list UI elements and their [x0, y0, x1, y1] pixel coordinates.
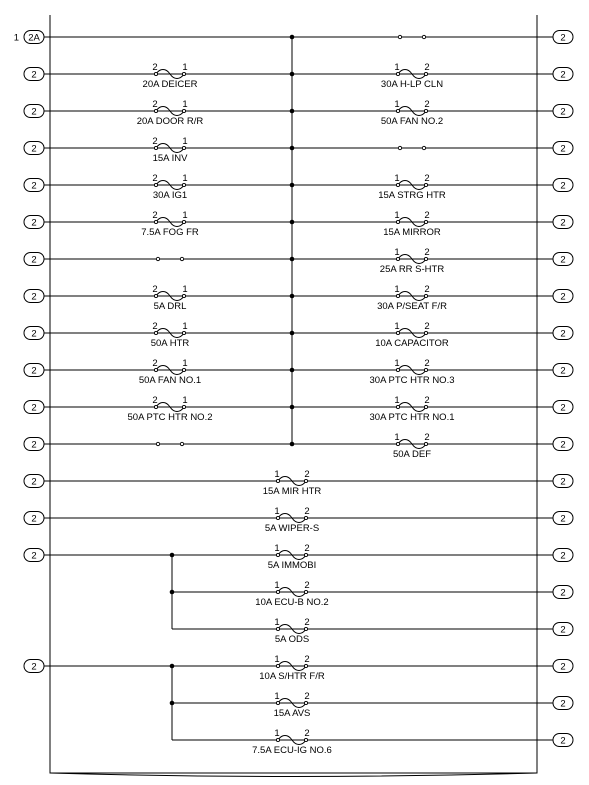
bus-junction-dot: [290, 109, 295, 114]
single-fuse-pin-left: 1: [274, 506, 280, 517]
row-left-connector-label: 2: [31, 69, 37, 81]
bus-junction-dot: [290, 405, 295, 410]
right-fuse-label: 15A STRG HTR: [378, 190, 446, 201]
group-right-connector-label: 2: [560, 624, 566, 636]
bus-junction-dot: [290, 257, 295, 262]
right-fuse-pin-right: 2: [424, 173, 430, 184]
left-fuse-label: 15A INV: [152, 153, 188, 164]
right-fuse-pin-right: 2: [424, 284, 430, 295]
row-left-connector-label: 2: [31, 143, 37, 155]
bus-junction-dot: [290, 294, 295, 299]
enclosure-break-edge: [50, 773, 537, 777]
group-fuse-label: 5A IMMOBI: [267, 560, 317, 571]
left-fuse-pin-left: 2: [152, 136, 158, 147]
group-right-connector-label: 2: [560, 661, 566, 673]
right-fuse-label: 30A P/SEAT F/R: [377, 301, 447, 312]
row-left-connector-label: 2: [31, 365, 37, 377]
single-right-connector-label: 2: [560, 513, 566, 525]
top-connector-prefix: 1: [13, 32, 19, 44]
single-fuse-label: 5A WIPER-S: [264, 523, 320, 534]
group-fuse-label: 5A ODS: [274, 634, 310, 645]
row-right-connector-label: 2: [560, 254, 566, 266]
row-right-connector-label: 2: [560, 402, 566, 414]
group-fuse-pin-right: 2: [304, 728, 310, 739]
single-fuse-pin-left: 1: [274, 469, 280, 480]
left-fuse-label: 5A DRL: [153, 301, 187, 312]
group-right-connector-label: 2: [560, 550, 566, 562]
group-right-connector-label: 2: [560, 587, 566, 599]
right-open-link-terminal-b: [422, 146, 425, 149]
left-open-link-terminal-a: [156, 442, 159, 445]
top-connector-right-label: 2: [560, 32, 566, 44]
group-fuse-pin-left: 1: [274, 543, 280, 554]
bus-junction-dot: [290, 368, 295, 373]
right-fuse-pin-left: 1: [394, 284, 400, 295]
right-fuse-pin-right: 2: [424, 395, 430, 406]
row-right-connector-label: 2: [560, 217, 566, 229]
row-left-connector-label: 2: [31, 439, 37, 451]
row-left-connector-label: 2: [31, 217, 37, 229]
left-fuse-pin-right: 1: [182, 358, 188, 369]
single-left-connector-label: 2: [31, 476, 37, 488]
right-fuse-label: 30A PTC HTR NO.1: [369, 412, 455, 423]
group-right-connector-label: 2: [560, 735, 566, 747]
group-fuse-pin-right: 2: [304, 691, 310, 702]
group-fuse-pin-left: 1: [274, 580, 280, 591]
left-fuse-label: 50A HTR: [150, 338, 190, 349]
group-fuse-pin-right: 2: [304, 654, 310, 665]
single-left-connector-label: 2: [31, 513, 37, 525]
row-right-connector-label: 2: [560, 69, 566, 81]
group-left-connector-label: 2: [31, 661, 37, 673]
supply-open-link-terminal-a: [398, 35, 401, 38]
left-fuse-pin-left: 2: [152, 210, 158, 221]
single-fuse-pin-right: 2: [304, 506, 310, 517]
bus-junction-dot: [290, 72, 295, 77]
left-fuse-pin-left: 2: [152, 173, 158, 184]
row-left-connector-label: 2: [31, 254, 37, 266]
supply-open-link-terminal-b: [422, 35, 425, 38]
left-fuse-pin-left: 2: [152, 321, 158, 332]
right-fuse-pin-right: 2: [424, 358, 430, 369]
group-fuse-pin-right: 2: [304, 543, 310, 554]
left-fuse-label: 50A FAN NO.1: [138, 375, 202, 386]
single-fuse-label: 15A MIR HTR: [262, 486, 322, 497]
group-left-connector-label: 2: [31, 550, 37, 562]
left-fuse-label: 20A DOOR R/R: [136, 116, 204, 127]
right-fuse-pin-left: 1: [394, 358, 400, 369]
bus-junction-dot: [290, 442, 295, 447]
group-fuse-pin-left: 1: [274, 728, 280, 739]
row-left-connector-label: 2: [31, 106, 37, 118]
enclosure-frame: [50, 15, 537, 773]
row-right-connector-label: 2: [560, 328, 566, 340]
group-fuse-pin-left: 1: [274, 654, 280, 665]
left-fuse-pin-left: 2: [152, 99, 158, 110]
left-fuse-pin-left: 2: [152, 62, 158, 73]
group-branch-dot: [170, 590, 175, 595]
right-fuse-pin-right: 2: [424, 321, 430, 332]
right-fuse-pin-right: 2: [424, 210, 430, 221]
right-open-link-terminal-a: [398, 146, 401, 149]
right-fuse-pin-left: 1: [394, 62, 400, 73]
group-fuse-label: 15A AVS: [273, 708, 311, 719]
group-fuse-label: 10A ECU-B NO.2: [255, 597, 329, 608]
top-connector-left-label: 2A: [28, 32, 40, 44]
right-fuse-pin-left: 1: [394, 321, 400, 332]
right-fuse-label: 10A CAPACITOR: [375, 338, 449, 349]
left-fuse-label: 30A IG1: [152, 190, 188, 201]
left-fuse-pin-right: 1: [182, 284, 188, 295]
left-open-link-terminal-a: [156, 257, 159, 260]
left-fuse-pin-left: 2: [152, 358, 158, 369]
row-right-connector-label: 2: [560, 365, 566, 377]
group-fuse-label: 7.5A ECU-IG NO.6: [252, 745, 332, 756]
row-left-connector-label: 2: [31, 328, 37, 340]
right-fuse-pin-left: 1: [394, 99, 400, 110]
group-fuse-pin-left: 1: [274, 691, 280, 702]
right-fuse-pin-right: 2: [424, 99, 430, 110]
left-fuse-label: 50A PTC HTR NO.2: [127, 412, 213, 423]
right-fuse-label: 50A DEF: [392, 449, 432, 460]
left-fuse-pin-left: 2: [152, 284, 158, 295]
single-right-connector-label: 2: [560, 476, 566, 488]
row-left-connector-label: 2: [31, 402, 37, 414]
group-right-connector-label: 2: [560, 698, 566, 710]
row-right-connector-label: 2: [560, 291, 566, 303]
right-fuse-label: 30A PTC HTR NO.3: [369, 375, 455, 386]
row-left-connector-label: 2: [31, 180, 37, 192]
group-fuse-pin-right: 2: [304, 617, 310, 628]
right-fuse-label: 50A FAN NO.2: [380, 116, 444, 127]
right-fuse-pin-right: 2: [424, 432, 430, 443]
right-fuse-pin-left: 1: [394, 395, 400, 406]
bus-junction-dot: [290, 220, 295, 225]
row-right-connector-label: 2: [560, 180, 566, 192]
single-fuse-pin-right: 2: [304, 469, 310, 480]
left-fuse-pin-left: 2: [152, 395, 158, 406]
right-fuse-pin-left: 1: [394, 432, 400, 443]
left-fuse-pin-right: 1: [182, 99, 188, 110]
right-fuse-label: 25A RR S-HTR: [379, 264, 445, 275]
left-fuse-pin-right: 1: [182, 62, 188, 73]
group-branch-dot: [170, 701, 175, 706]
left-fuse-pin-right: 1: [182, 395, 188, 406]
right-fuse-pin-right: 2: [424, 247, 430, 258]
row-right-connector-label: 2: [560, 106, 566, 118]
left-fuse-pin-right: 1: [182, 321, 188, 332]
left-fuse-label: 20A DEICER: [142, 79, 198, 90]
row-right-connector-label: 2: [560, 143, 566, 155]
group-fuse-pin-right: 2: [304, 580, 310, 591]
right-fuse-pin-left: 1: [394, 173, 400, 184]
group-fuse-label: 10A S/HTR F/R: [259, 671, 325, 682]
left-fuse-pin-right: 1: [182, 136, 188, 147]
left-fuse-pin-right: 1: [182, 173, 188, 184]
right-fuse-pin-left: 1: [394, 210, 400, 221]
left-open-link-terminal-b: [180, 442, 183, 445]
group-fuse-pin-left: 1: [274, 617, 280, 628]
row-right-connector-label: 2: [560, 439, 566, 451]
right-fuse-label: 30A H-LP CLN: [380, 79, 444, 90]
bus-junction-dot: [290, 331, 295, 336]
row-left-connector-label: 2: [31, 291, 37, 303]
bus-junction-dot: [290, 146, 295, 151]
right-fuse-label: 15A MIRROR: [383, 227, 441, 238]
right-fuse-pin-left: 1: [394, 247, 400, 258]
right-fuse-pin-right: 2: [424, 62, 430, 73]
left-fuse-pin-right: 1: [182, 210, 188, 221]
bus-junction-dot: [290, 183, 295, 188]
left-open-link-terminal-b: [180, 257, 183, 260]
left-fuse-label: 7.5A FOG FR: [141, 227, 199, 238]
